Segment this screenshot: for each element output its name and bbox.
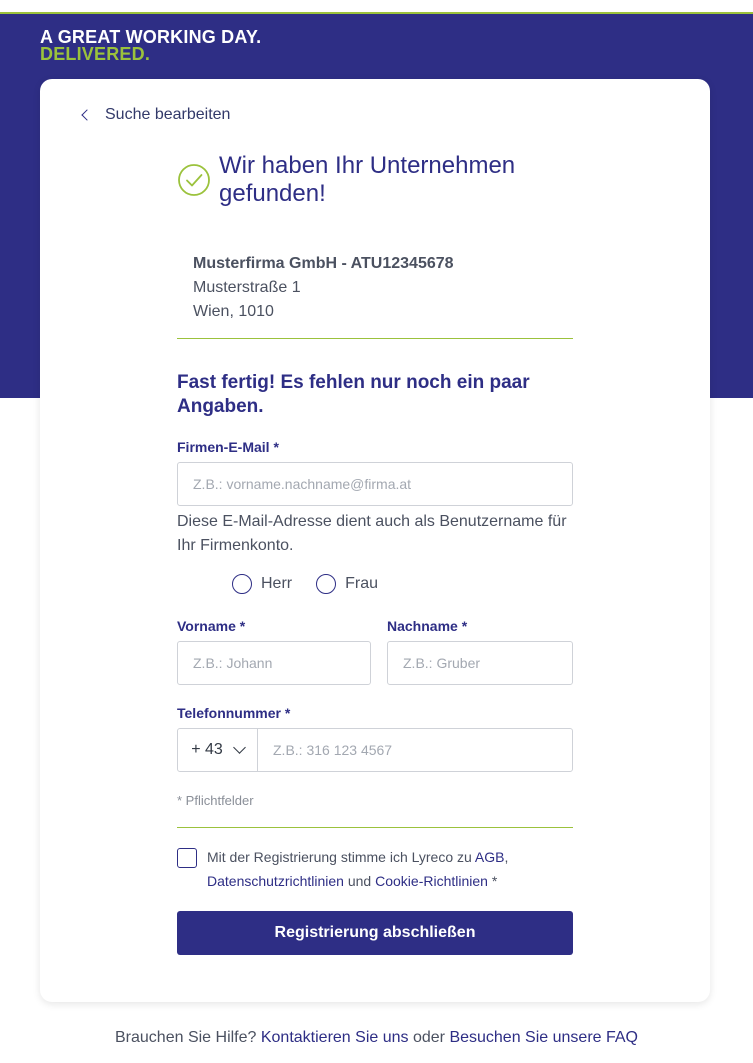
brand-tagline: [40, 29, 261, 63]
divider: [177, 827, 573, 828]
privacy-link[interactable]: Datenschutzrichtlinien: [207, 873, 344, 889]
company-city: Wien, 1010: [193, 303, 274, 320]
help-middle: oder: [408, 1029, 450, 1046]
required-fields-note: * Pflichtfelder: [177, 793, 254, 808]
email-field[interactable]: [177, 462, 573, 506]
tagline-line-2: DELIVERED.: [40, 44, 151, 64]
radio-button[interactable]: [232, 574, 252, 594]
consent-and: und: [343, 873, 376, 889]
submit-registration-button[interactable]: Registrierung abschließen: [177, 911, 573, 955]
top-accent-line: [0, 0, 753, 14]
divider: [177, 338, 573, 339]
registration-card: [40, 79, 710, 1002]
consent-sep: ,: [504, 849, 509, 865]
company-name: Musterfirma GmbH - ATU12345678: [193, 255, 454, 272]
phone-field[interactable]: [258, 729, 572, 771]
help-prefix: Brauchen Sie Hilfe?: [115, 1029, 261, 1046]
contact-link[interactable]: Kontaktieren Sie uns: [260, 1029, 409, 1046]
chevron-left-icon: [81, 109, 92, 120]
consent-suffix: *: [487, 873, 498, 889]
tagline-line-1: A GREAT WORKING DAY.: [40, 27, 262, 47]
country-code-value: + 43: [191, 741, 223, 758]
salutation-frau-label: Frau: [345, 575, 379, 592]
salutation-group: [232, 574, 378, 594]
help-footer: [0, 1029, 753, 1047]
salutation-herr-label: Herr: [261, 575, 293, 592]
phone-label: Telefonnummer *: [177, 705, 291, 721]
faq-link[interactable]: Besuchen Sie unsere FAQ: [449, 1029, 638, 1046]
company-address: [193, 252, 454, 324]
consent-text: [207, 845, 508, 893]
company-street: Musterstraße 1: [193, 279, 301, 296]
firstname-field[interactable]: [177, 641, 371, 685]
country-code-select[interactable]: [178, 729, 258, 771]
edit-search-label: Suche bearbeiten: [105, 106, 231, 123]
consent-checkbox[interactable]: [177, 848, 197, 868]
lastname-field[interactable]: [387, 641, 573, 685]
company-found-heading: [177, 152, 559, 208]
edit-search-link[interactable]: [83, 106, 230, 124]
check-circle-icon: [177, 163, 211, 197]
radio-button[interactable]: [316, 574, 336, 594]
cookie-link[interactable]: Cookie-Richtlinien: [375, 873, 488, 889]
firstname-label: Vorname *: [177, 618, 246, 634]
email-helper-text: Diese E-Mail-Adresse dient auch als Benutzername für Ihr Firmenkonto.: [177, 513, 567, 554]
found-title: Wir haben Ihr Unternehmen gefunden!: [219, 152, 516, 207]
consent-prefix: Mit der Registrierung stimme ich Lyreco zu: [207, 849, 475, 865]
chevron-down-icon: [233, 741, 246, 754]
salutation-frau[interactable]: [316, 574, 378, 594]
email-label: Firmen-E-Mail *: [177, 439, 279, 455]
consent-row: [177, 848, 573, 893]
lastname-label: Nachname *: [387, 618, 468, 634]
phone-field-group: [177, 728, 573, 772]
form-subtitle: Fast fertig! Es fehlen nur noch ein paar Angaben.: [177, 372, 530, 417]
agb-link[interactable]: AGB: [474, 849, 505, 865]
salutation-herr[interactable]: [232, 574, 292, 594]
